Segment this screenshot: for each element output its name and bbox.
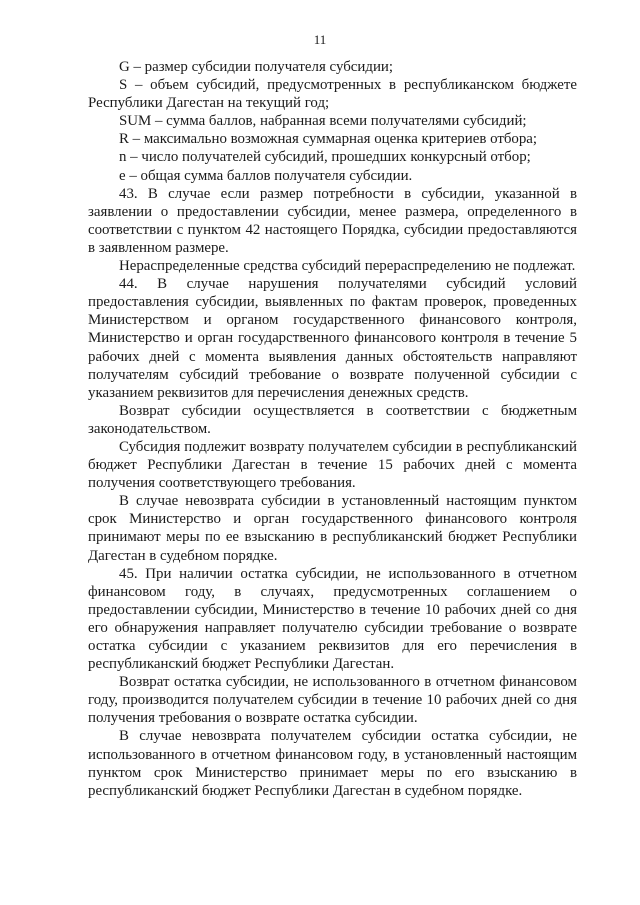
definition-sum: SUM – сумма баллов, набранная всеми получателями субсидий;: [119, 113, 527, 130]
definition-r: R – максимально возможная суммарная оценка критериев отбора;: [119, 131, 538, 148]
clause-43-remainder: Нераспределенные средства субсидий перераспределению не подлежат.: [119, 258, 576, 275]
document-body: [88, 58, 577, 800]
clause-45: 45. При наличии остатка субсидии, не использованного в отчетном финансовом году, в случаях, предусмотренных соглашением о предоставлении субсидии, Министерство в течение 10 рабочих дней со дня его обнаружения направляет получателю субсидии требование о возврате остатка субсидии с указанием реквизитов для его перечисления в республиканский бюджет Республики Дагестан.: [88, 565, 577, 673]
clause-45-enforcement: В случае невозврата получателем субсидии остатка субсидии, не использованного в отчетном финансовом году, в установленный настоящим пунктом срок Министерство принимает меры по его взысканию в республиканский бюджет Республики Дагестан в судебном порядке.: [88, 728, 577, 799]
clause-44-enforcement: В случае невозврата субсидии в установленный настоящим пунктом срок Министерство и орган государственного финансового контроля принимают меры по ее взысканию в республиканский бюджет Республики Дагестан в судебном порядке.: [88, 493, 577, 564]
definition-g: G – размер субсидии получателя субсидии;: [119, 59, 394, 75]
definition-e: e – общая сумма баллов получателя субсидии.: [119, 167, 413, 184]
page-number: 11: [313, 32, 327, 47]
clause-43: 43. В случае если размер потребности в субсидии, указанной в заявлении о предоставлении субсидии, менее размера, определенного в соответствии с пунктом 42 настоящего Порядка, субсидии предоставляются в заявленном размере.: [88, 185, 577, 256]
clause-44-deadline: Субсидия подлежит возврату получателем субсидии в республиканский бюджет Республики Дагестан в течение 15 рабочих дней с момента получения соответствующего требования.: [88, 438, 577, 492]
clause-44-return: Возврат субсидии осуществляется в соответствии с бюджетным законодательством.: [88, 402, 577, 437]
definition-n: n – число получателей субсидий, прошедших конкурсный отбор;: [119, 149, 531, 166]
clause-45-return: Возврат остатка субсидии, не использованного в отчетном финансовом году, производится получателем субсидии в течение 10 рабочих дней со дня получения требования о возврате остатка субсидии.: [88, 674, 577, 727]
definition-s: S – объем субсидий, предусмотренных в республиканском бюджете Республики Дагестан на текущий год;: [88, 77, 577, 112]
clause-44: 44. В случае нарушения получателями субсидий условий предоставления субсидии, выявленных по фактам проверок, проведенных Министерством и органом государственного финансового контроля, Министерство и орган государственного финансового контроля в течение 5 рабочих дней с момента выявления данных обстоятельств направляют получателям субсидий требование о возврате полученной субсидии с указанием реквизитов для перечисления денежных средств.: [88, 276, 577, 401]
